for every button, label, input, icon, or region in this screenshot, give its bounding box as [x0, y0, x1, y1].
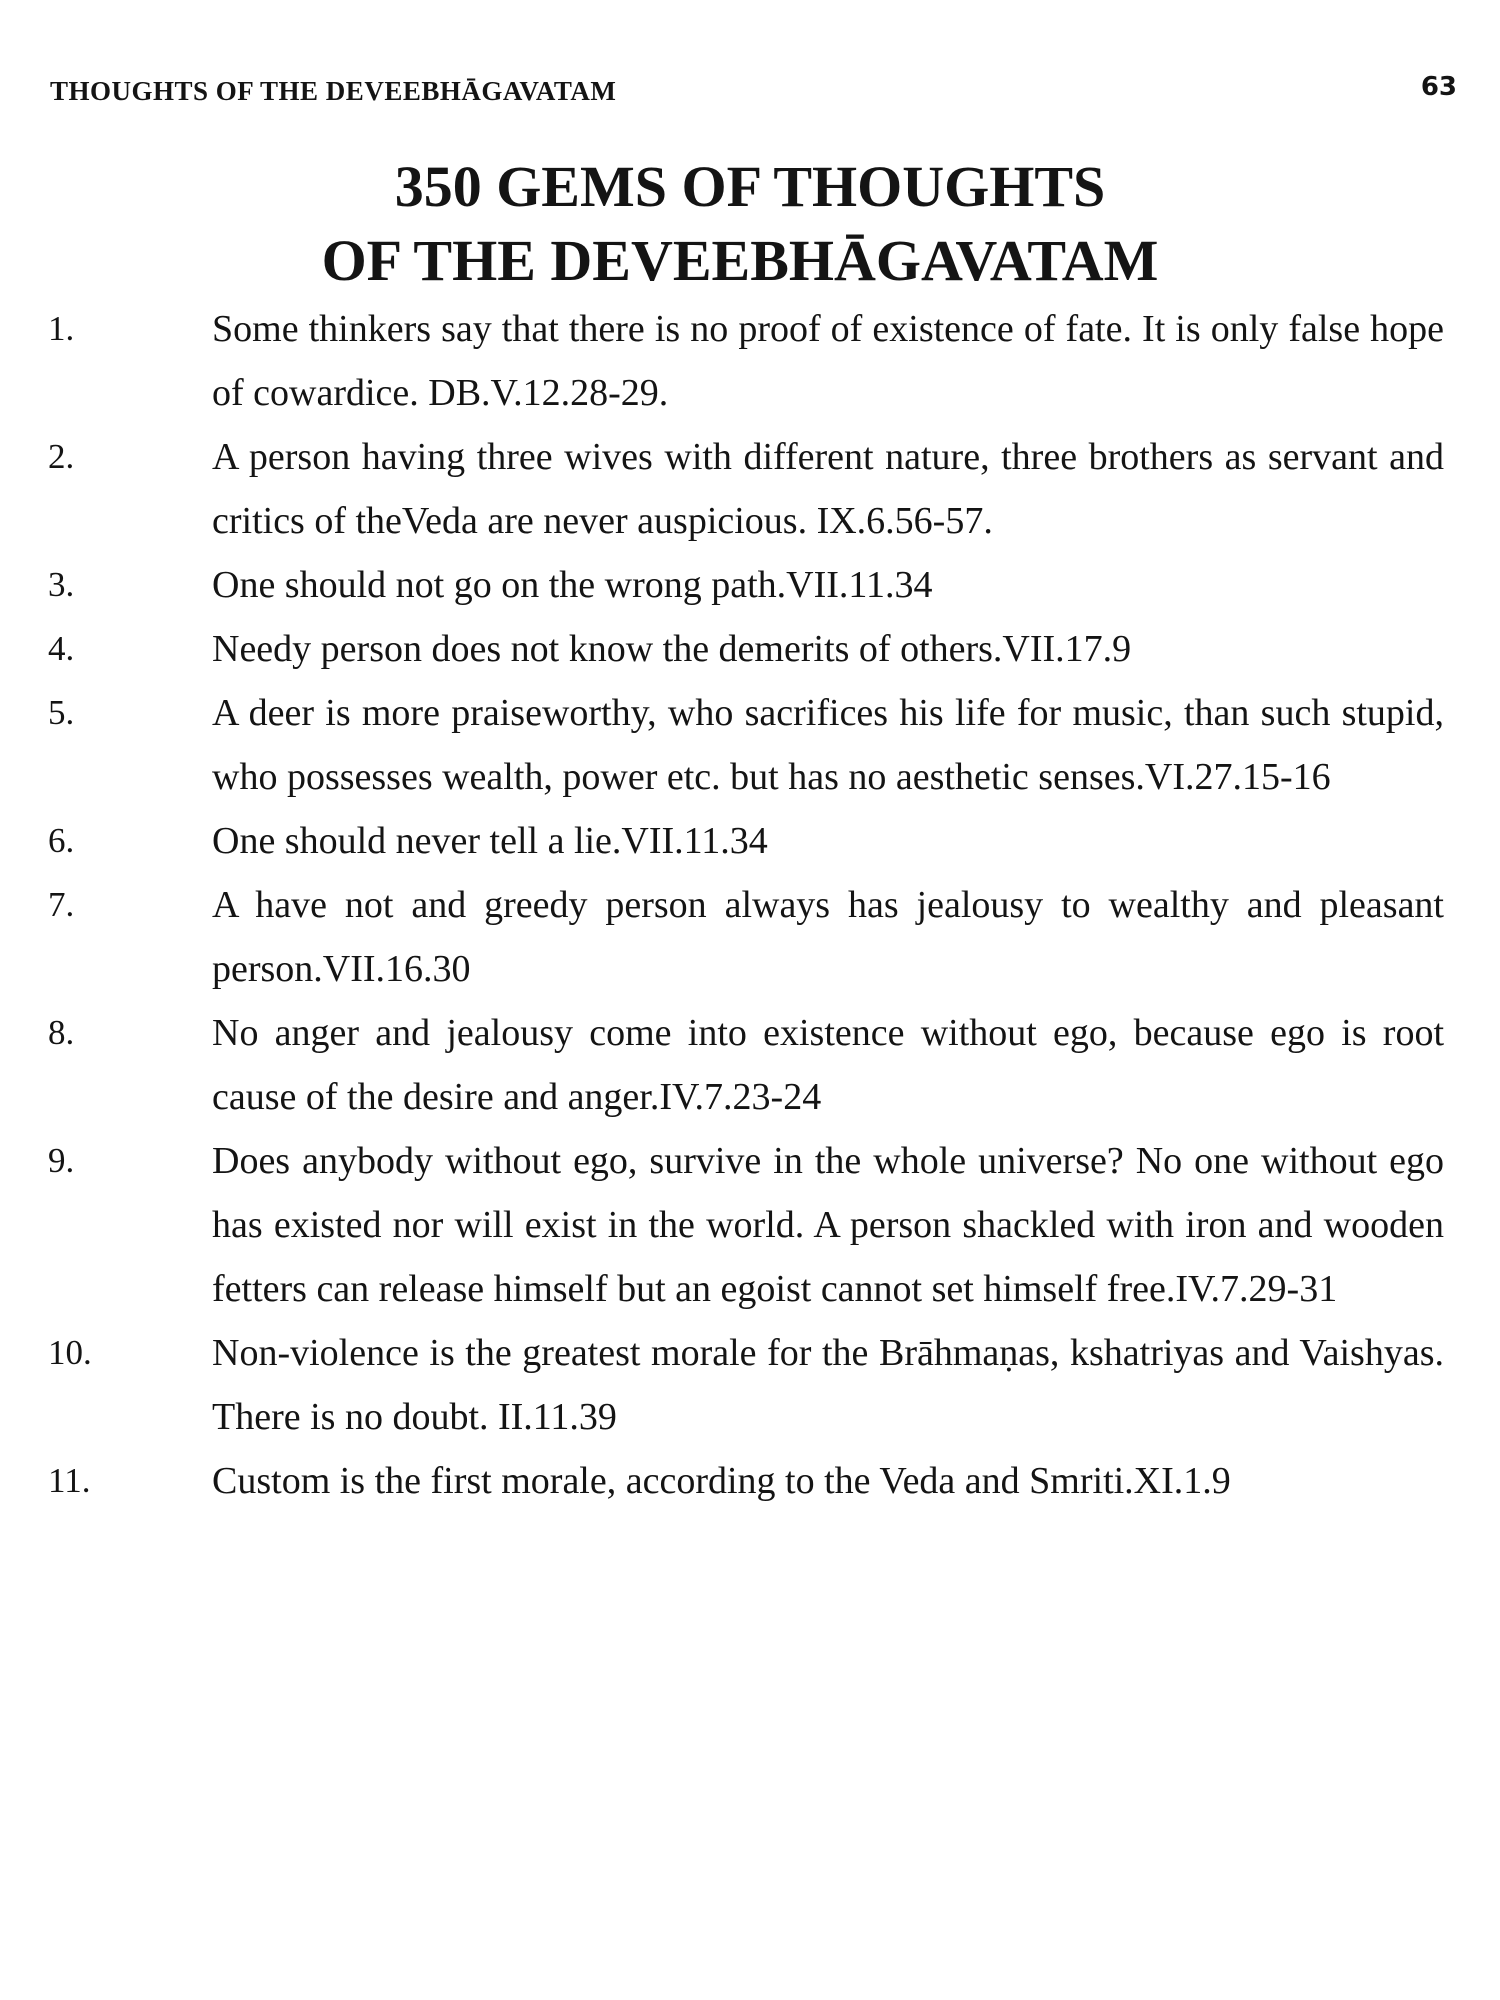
gem-item-4	[0, 617, 1500, 681]
gem-number: 7.	[48, 885, 75, 924]
gem-item-7	[0, 873, 1500, 1001]
gem-text: Some thinkers say that there is no proof of existence of fate. It is only false hope of cowardice. DB.V.12.28-29.	[212, 308, 1444, 414]
chapter-title-line-2: OF THE DEVEEBHĀGAVATAM	[321, 228, 1159, 293]
gem-text: No anger and jealousy come into existence without ego, because ego is root cause of the desire and anger.IV.7.23-24	[212, 1012, 1444, 1118]
chapter-title-line-1: 350 GEMS OF THOUGHTS	[394, 154, 1106, 219]
gem-item-1	[0, 297, 1500, 425]
gem-text: Does anybody without ego, survive in the whole universe? No one without ego has existed nor will exist in the world. A person shackled with iron and wooden fetters can release himself but an egoist cannot set himself free.IV.7.29-31	[212, 1140, 1444, 1310]
gem-text: Non-violence is the greatest morale for the Brāhmaṇas, kshatriyas and Vaishyas. There is no doubt. II.11.39	[212, 1332, 1444, 1438]
chapter-title	[0, 150, 1500, 298]
gem-number: 3.	[48, 565, 75, 604]
gem-text: One should never tell a lie.VII.11.34	[212, 820, 768, 862]
gem-number: 8.	[48, 1013, 75, 1052]
gem-item-9	[0, 1129, 1500, 1321]
gem-item-3	[0, 553, 1500, 617]
gem-number: 1.	[48, 309, 75, 348]
gem-number: 11.	[48, 1461, 91, 1500]
gem-item-6	[0, 809, 1500, 873]
gem-number: 4.	[48, 629, 75, 668]
gem-item-5	[0, 681, 1500, 809]
gem-text: Needy person does not know the demerits of others.VII.17.9	[212, 628, 1132, 670]
gem-number: 2.	[48, 437, 75, 476]
gem-text: A deer is more praiseworthy, who sacrifices his life for music, than such stupid, who possesses wealth, power etc. but has no aesthetic senses.VI.27.15-16	[212, 692, 1444, 798]
gem-number: 5.	[48, 693, 75, 732]
page-number: 63	[1420, 72, 1457, 102]
running-head: THOUGHTS OF THE DEVEEBHĀGAVATAM	[50, 76, 617, 106]
gem-item-8	[0, 1001, 1500, 1129]
gem-number: 6.	[48, 821, 75, 860]
gem-item-11	[0, 1449, 1500, 1513]
gem-text: A person having three wives with different nature, three brothers as servant and critics of theVeda are never auspicious. IX.6.56-57.	[212, 436, 1444, 542]
gem-text: A have not and greedy person always has jealousy to wealthy and pleasant person.VII.16.30	[212, 884, 1444, 990]
gem-item-10	[0, 1321, 1500, 1449]
gem-number: 9.	[48, 1141, 75, 1180]
gem-item-2	[0, 425, 1500, 553]
gem-number: 10.	[48, 1333, 92, 1372]
gems-list	[0, 297, 1500, 1513]
gem-text: One should not go on the wrong path.VII.11.34	[212, 564, 933, 606]
gem-text: Custom is the first morale, according to the Veda and Smriti.XI.1.9	[212, 1460, 1231, 1502]
